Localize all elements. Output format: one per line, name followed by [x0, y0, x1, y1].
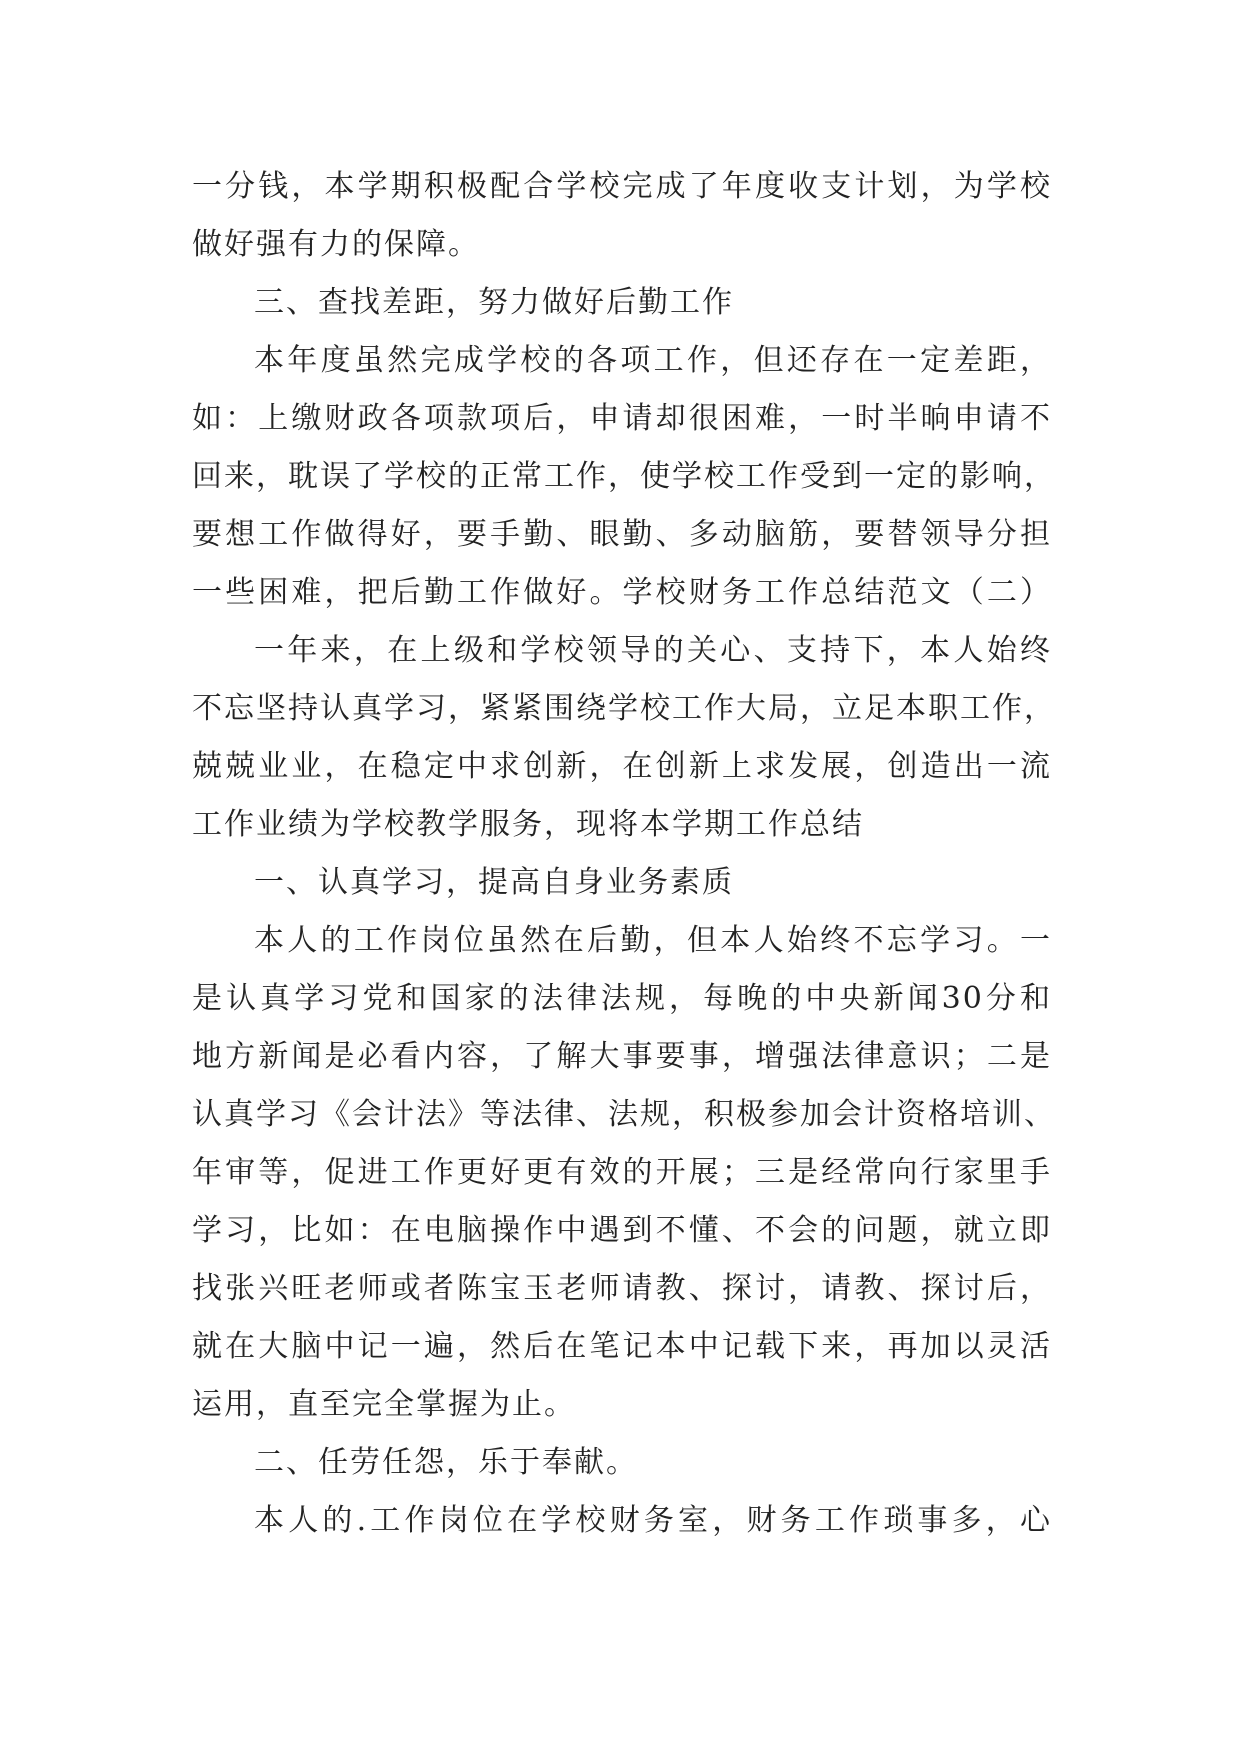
text-line: 本年度虽然完成学校的各项工作，但还存在一定差距，	[254, 343, 1052, 378]
text-line: 认真学习《会计法》等法律、法规，积极参加会计资格培训、	[192, 1097, 1056, 1132]
text-line: 运用，直至完全掌握为止。	[192, 1387, 576, 1422]
text-line: 找张兴旺老师或者陈宝玉老师请教、探讨，请教、探讨后，	[192, 1271, 1052, 1306]
text-line: 做好强有力的保障。	[192, 227, 480, 262]
text-line: 兢兢业业，在稳定中求创新，在创新上求发展，创造出一流	[192, 749, 1052, 784]
text-line: 二、任劳任怨，乐于奉献。	[254, 1445, 638, 1480]
text-line: 年审等，促进工作更好更有效的开展；三是经常向行家里手	[192, 1155, 1052, 1190]
text-line: 是认真学习党和国家的法律法规，每晚的中央新闻30分和	[192, 981, 1052, 1016]
text-line: 一些困难，把后勤工作做好。学校财务工作总结范文（二）	[192, 575, 1052, 610]
text-line: 工作业绩为学校教学服务，现将本学期工作总结	[192, 807, 864, 842]
text-line: 地方新闻是必看内容，了解大事要事，增强法律意识；二是	[192, 1039, 1052, 1074]
text-line: 三、查找差距，努力做好后勤工作	[254, 285, 734, 320]
text-line: 本人的工作岗位虽然在后勤，但本人始终不忘学习。一	[254, 923, 1052, 958]
text-line: 如：上缴财政各项款项后，申请却很困难，一时半晌申请不	[192, 401, 1052, 436]
text-line: 一年来，在上级和学校领导的关心、支持下，本人始终	[254, 633, 1052, 668]
text-line: 一、认真学习，提高自身业务素质	[254, 865, 734, 900]
text-line: 本人的.工作岗位在学校财务室，财务工作琐事多，心	[254, 1503, 1052, 1538]
text-line: 回来，耽误了学校的正常工作，使学校工作受到一定的影响，	[192, 459, 1056, 494]
text-line: 一分钱，本学期积极配合学校完成了年度收支计划，为学校	[192, 169, 1052, 204]
text-line: 要想工作做得好，要手勤、眼勤、多动脑筋，要替领导分担	[192, 517, 1052, 552]
text-line: 不忘坚持认真学习，紧紧围绕学校工作大局，立足本职工作，	[192, 691, 1056, 726]
document-body	[192, 158, 1056, 1550]
text-line: 学习，比如：在电脑操作中遇到不懂、不会的问题，就立即	[192, 1213, 1052, 1248]
text-line: 就在大脑中记一遍，然后在笔记本中记载下来，再加以灵活	[192, 1329, 1052, 1364]
